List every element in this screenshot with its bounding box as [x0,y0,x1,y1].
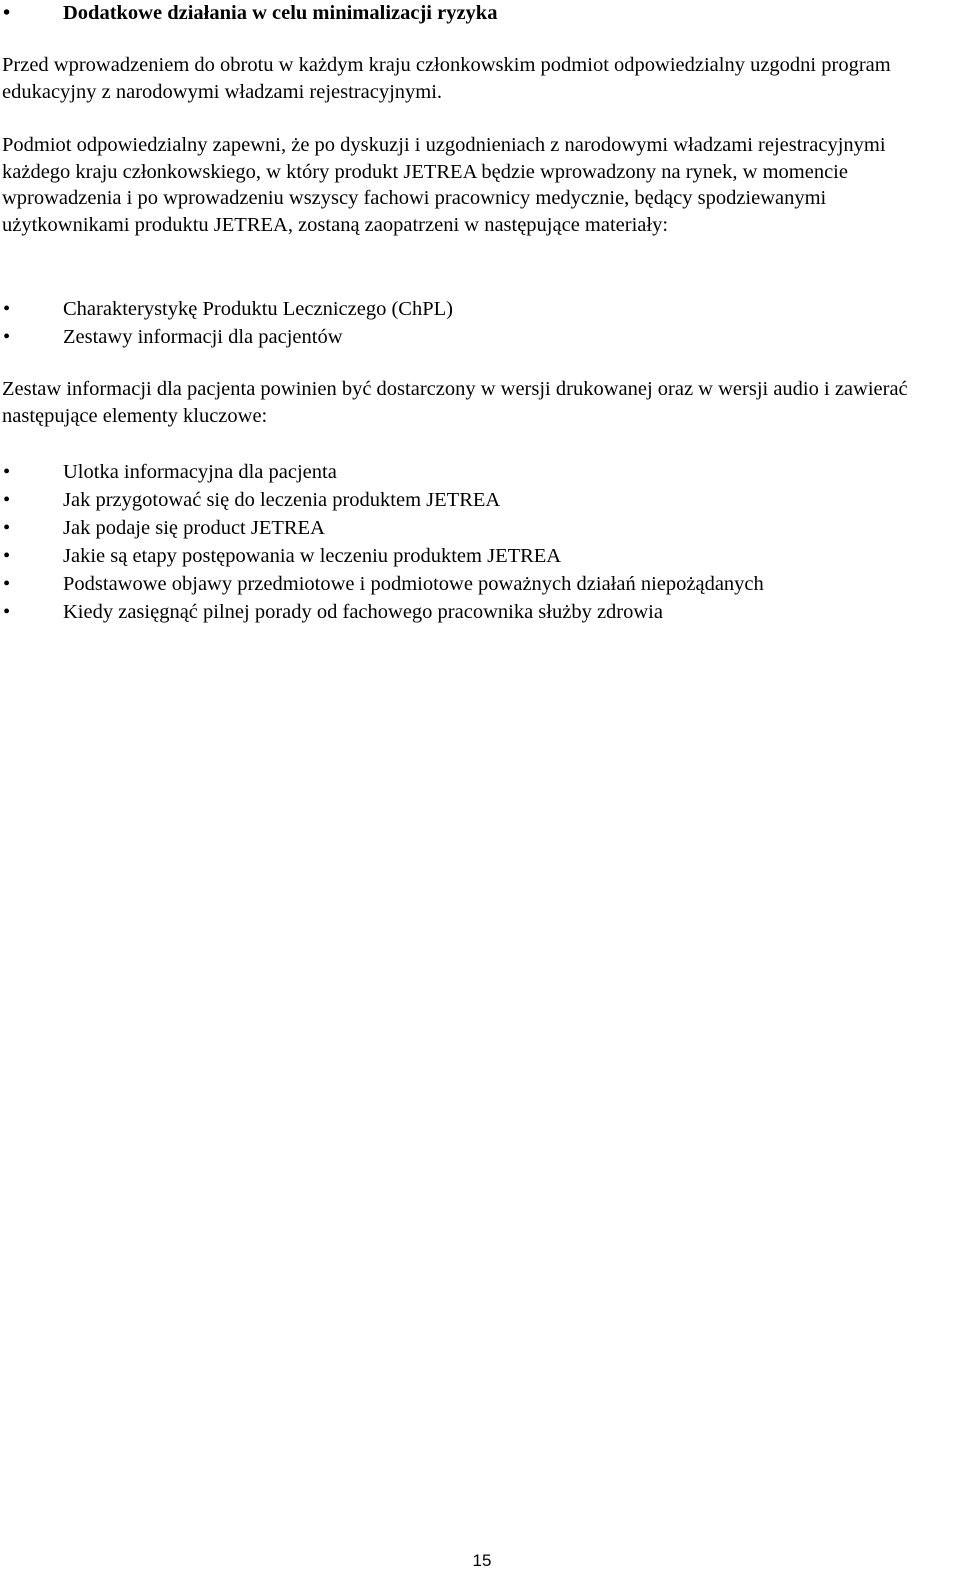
list-item [0,514,764,542]
bullet-icon: • [3,2,11,24]
list-item [0,295,453,323]
list-item-text: Kiedy zasięgnąć pilnej porady od fachowego pracownika służby zdrowia [63,601,663,623]
list-item-text: Charakterystykę Produktu Leczniczego (ChPL) [63,298,453,320]
list-item-text: Ulotka informacyjna dla pacjenta [63,461,337,483]
bullet-icon: • [3,545,11,567]
list-item [0,542,764,570]
key-elements-list [0,458,764,626]
page-number: 15 [472,1551,492,1570]
bullet-icon: • [3,517,11,539]
list-item-text: Jakie są etapy postępowania w leczeniu produktem JETREA [63,545,562,567]
bullet-icon: • [3,489,11,511]
bullet-icon: • [3,601,11,623]
list-item-text: Podstawowe objawy przedmiotowe i podmiotowe poważnych działań niepożądanych [63,573,764,595]
bullet-icon: • [3,326,11,348]
list-item-text: Zestawy informacji dla pacjentów [63,326,343,348]
list-item-text: Jak podaje się product JETREA [63,517,325,539]
bullet-icon: • [3,573,11,595]
section-heading [0,0,497,27]
list-item [0,486,764,514]
paragraph-patient-pack: Zestaw informacji dla pacjenta powinien być dostarczony w wersji drukowanej oraz w wersji audio i zawierać następujące elementy kluczowe: [2,378,908,427]
bullet-icon: • [3,298,11,320]
list-item [0,570,764,598]
list-item [0,323,453,351]
list-item [0,458,764,486]
list-item [0,598,764,626]
section-heading-text: Dodatkowe działania w celu minimalizacji ryzyka [63,2,498,24]
materials-list [0,295,453,351]
paragraph-program-agreement: Przed wprowadzeniem do obrotu w każdym kraju członkowskim podmiot odpowiedzialny uzgodni program edukacyjny z narodowymi władzami rejestracyjnymi. [2,54,891,103]
bullet-icon: • [3,461,11,483]
paragraph-responsible-entity: Podmiot odpowiedzialny zapewni, że po dyskuzji i uzgodnieniach z narodowymi władzami rejestracyjnymi każdego kraju członkowskiego, w który produkt JETREA będzie wprowadzony na rynek, w momencie wprowadzenia i po wprowadzeniu wszyscy fachowi pracownicy medycznie, będący spodziewanymi użytkownikami produktu JETREA, zostaną zaopatrzeni w następujące materiały: [2,134,886,236]
list-item-text: Jak przygotować się do leczenia produktem JETREA [63,489,501,511]
